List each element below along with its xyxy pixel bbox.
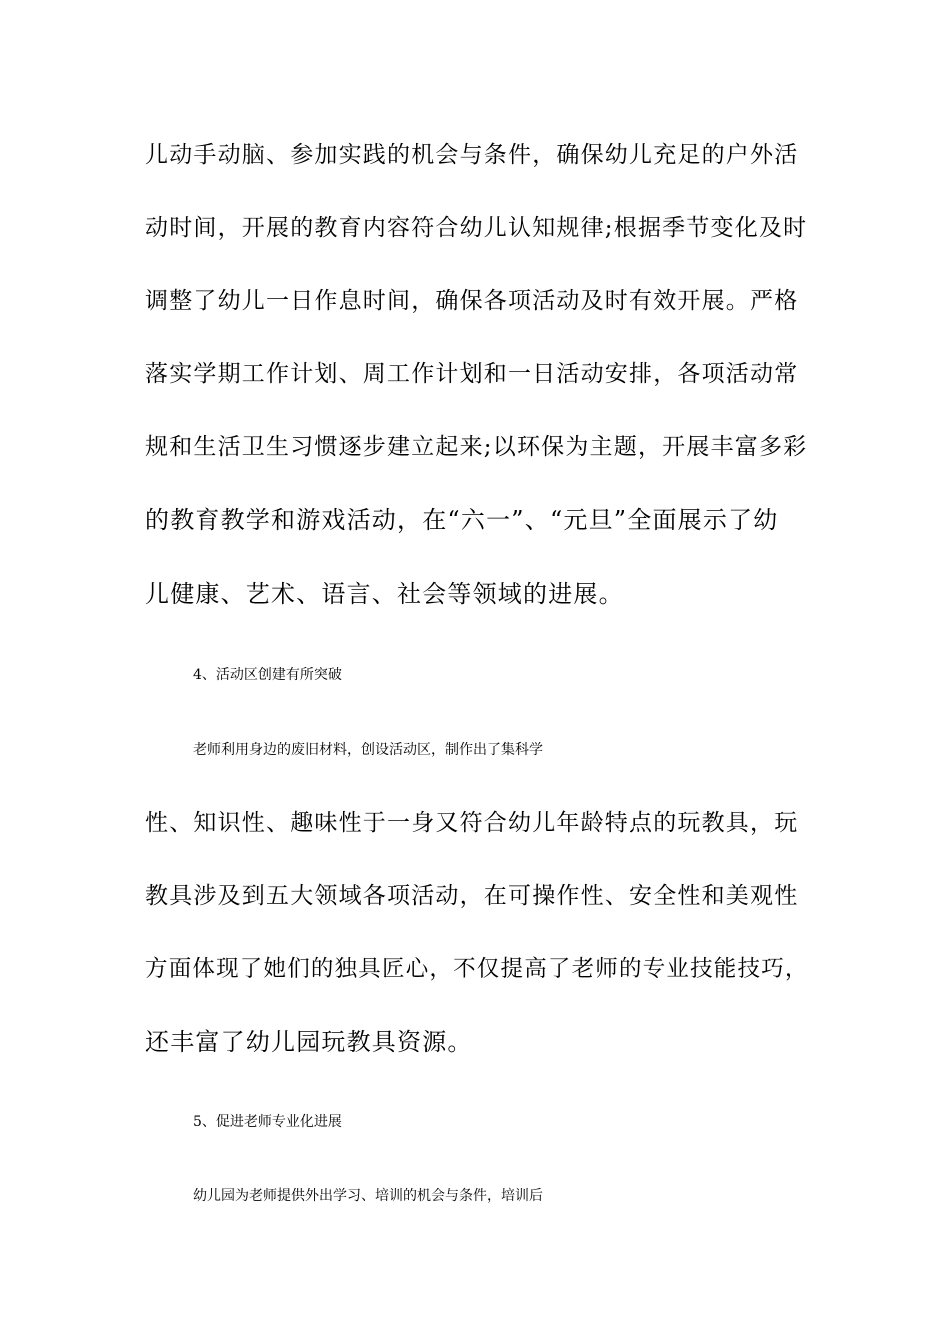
text-line: 调整了幼儿一日作息时间，确保各项活动及时有效开展。严格 xyxy=(145,288,799,314)
text-line: 动时间，开展的教育内容符合幼儿认知规律;根据季节变化及时 xyxy=(145,215,808,241)
text-line: 儿动手动脑、参加实践的机会与条件，确保幼儿充足的户外活 xyxy=(145,142,799,168)
section-heading-4: 4、活动区创建有所突破 xyxy=(193,667,342,683)
text-line: 的教育教学和游戏活动，在“六一”、“元旦”全面展示了幼 xyxy=(145,506,779,534)
text-line: 还丰富了幼儿园玩教具资源。 xyxy=(145,1028,473,1056)
text-line: 落实学期工作计划、周工作计划和一日活动安排，各项活动常 xyxy=(145,361,799,387)
paragraph-start: 老师利用身边的废旧材料，创设活动区，制作出了集科学 xyxy=(193,742,543,758)
section-heading-5: 5、促进老师专业化进展 xyxy=(193,1114,342,1130)
text-line: 规和生活卫生习惯逐步建立起来;以环保为主题，开展丰富多彩 xyxy=(145,434,808,460)
text-line: 儿健康、艺术、语言、社会等领域的进展。 xyxy=(145,580,624,608)
text-line: 性、知识性、趣味性于一身又符合幼儿年龄特点的玩教具，玩 xyxy=(145,810,799,836)
text-line: 方面体现了她们的独具匠心，不仅提高了老师的专业技能技巧， xyxy=(145,956,809,982)
paragraph-start: 幼儿园为老师提供外出学习、培训的机会与条件，培训后 xyxy=(193,1188,543,1204)
text-line: 教具涉及到五大领域各项活动，在可操作性、安全性和美观性 xyxy=(145,883,799,909)
